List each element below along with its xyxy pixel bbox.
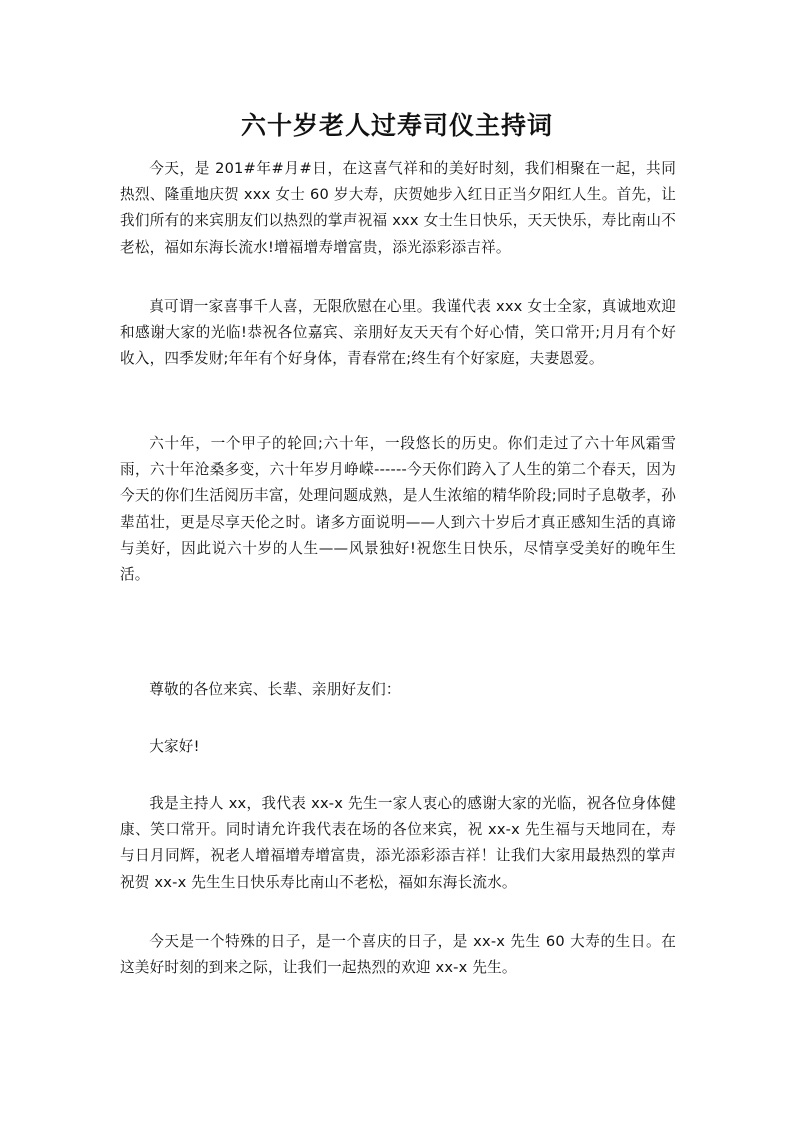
paragraph-opening: 今天，是 201#年#月#日，在这喜气祥和的美好时刻，我们相聚在一起，共同热烈、隆重地庆贺 xxx 女士 60 岁大寿，庆贺她步入红日正当夕阳红人生。首先，让我们所有的来宾朋友们以热烈的掌声祝福 xxx 女士生日快乐，天天快乐，寿比南山不老松，福如东海长流水!增福增寿增富贵，添光添彩添吉祥。 xyxy=(120,160,676,256)
paragraph-closing: 今天是一个特殊的日子，是一个喜庆的日子，是 xx-x 先生 60 大寿的生日。在这美好时刻的到来之际，让我们一起热烈的欢迎 xx-x 先生。 xyxy=(120,933,676,977)
document-title: 六十岁老人过寿司仪主持词 xyxy=(240,111,553,140)
paragraph-sixty-years: 六十年，一个甲子的轮回;六十年，一段悠长的历史。你们走过了六十年风霜雪雨，六十年沧桑多变，六十年岁月峥嵘------今天你们跨入了人生的第二个春天，因为今天的你们生活阅历丰富，处理问题成熟，是人生浓缩的精华阶段;同时子息敬孝，孙辈茁壮，更是尽享天伦之时。诸多方面说明——人到六十岁后才真正感知生活的真谛与美好，因此说六十岁的人生——风景独好!祝您生日快乐，尽情享受美好的晚年生活。 xyxy=(120,435,676,584)
paragraph-host-intro: 我是主持人 xx，我代表 xx-x 先生一家人衷心的感谢大家的光临，祝各位身体健康、笑口常开。同时请允许我代表在场的各位来宾，祝 xx-x 先生福与天地同在，寿与日月同辉，祝老人增福增寿增富贵，添光添彩添吉祥！让我们大家用最热烈的掌声祝贺 xx-x 先生生日快乐寿比南山不老松，福如东海长流水。 xyxy=(120,795,676,891)
paragraph-salutation: 尊敬的各位来宾、长辈、亲朋好友们： xyxy=(149,681,401,698)
paragraph-greeting: 大家好! xyxy=(149,738,200,755)
paragraph-welcome: 真可谓一家喜事千人喜，无限欣慰在心里。我谨代表 xxx 女士全家，真诚地欢迎和感谢大家的光临!恭祝各位嘉宾、亲朋好友天天有个好心情，笑口常开;月月有个好收入，四季发财;年年有个好身体，青春常在;终生有个好家庭，夫妻恩爱。 xyxy=(120,298,676,368)
